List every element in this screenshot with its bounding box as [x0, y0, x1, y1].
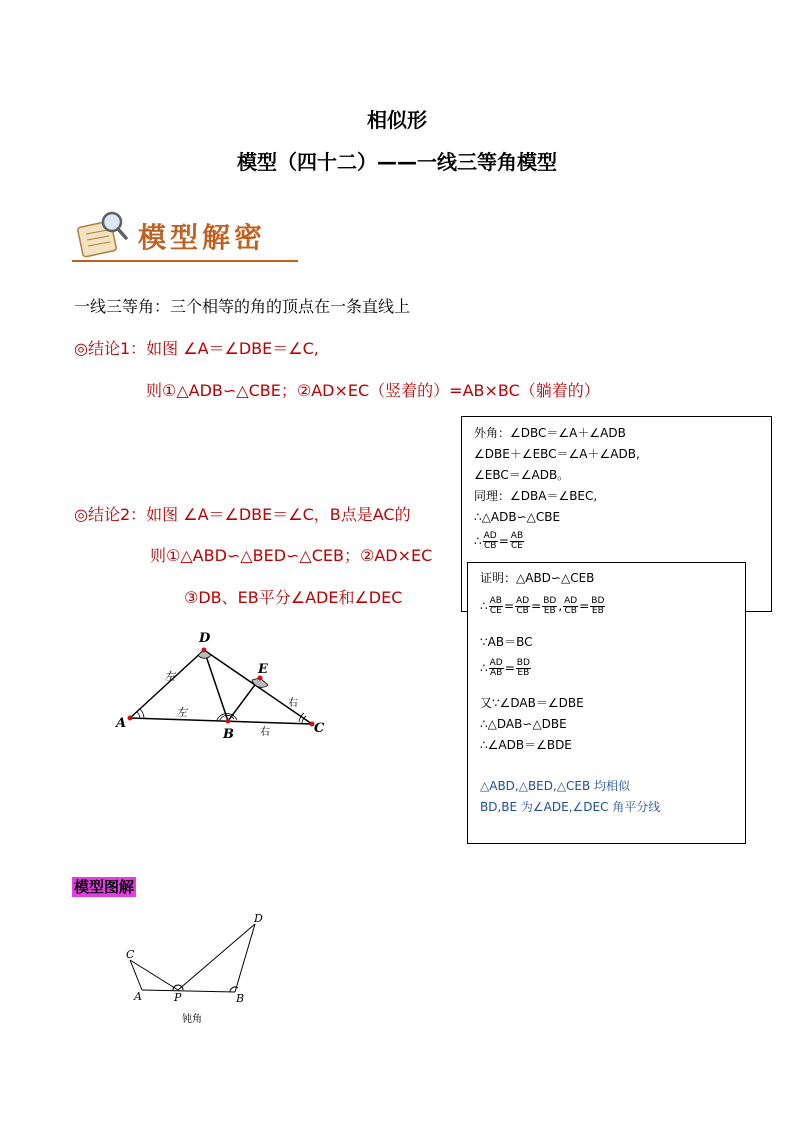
label-B2: B: [236, 992, 245, 1005]
figure-obtuse-angle: [120, 908, 280, 1032]
section-banner: [72, 206, 298, 264]
figure2-lines: [130, 924, 255, 992]
vertex-points: [128, 648, 315, 727]
label-A: A: [116, 716, 127, 731]
box2-line8: △ABD,△BED,△CEB 均相似: [480, 779, 631, 793]
conclusion2-line2: 则①△ABD∽△BED∽△CEB；②AD×EC: [150, 546, 433, 565]
box1-line2: ∠DBE＋∠EBC＝∠A＋∠ADB,: [474, 447, 640, 461]
box1-line4: 同理：∠DBA＝∠BEC,: [474, 489, 598, 503]
box2-line4: ∴ $\frac{AD}{AB}$ = $\frac{BD}{EB}$: [480, 658, 530, 678]
box1-line5: ∴△ADB∽△CBE: [474, 510, 561, 524]
box2-line1: 证明：△ABD∽△CEB: [480, 571, 595, 585]
fraction: $\frac{AD}{CB}$: [564, 596, 578, 616]
label-D: D: [199, 631, 211, 646]
angle-marks: [137, 650, 306, 723]
conclusion2-line1: ◎结论2：如图 ∠A＝∠DBE＝∠C，B点是AC的: [74, 505, 411, 524]
label-left-upper: 左: [164, 670, 175, 683]
label-P2: P: [174, 991, 182, 1004]
page-subtitle: 模型（四十二）——一线三等角模型: [237, 150, 557, 174]
conclusion2-line3: ③DB、EB平分∠ADE和∠DEC: [184, 588, 403, 607]
page-title: 相似形: [367, 108, 427, 132]
box2-line2: ∴ $\frac{AB}{CE}$ = $\frac{AD}{CB}$ = $\frac{BD}{EB}$ , $\frac{AD}{CB}$ = $\frac{BD}{EB}$: [480, 596, 605, 616]
banner-underline: [72, 260, 298, 262]
label-C: C: [314, 721, 325, 736]
box2-line7: ∴∠ADB＝∠BDE: [480, 738, 572, 752]
banner-text: 模型解密: [138, 221, 267, 254]
fraction: $\frac{AD}{CB}$: [483, 531, 497, 551]
definition-text: 一线三等角：三个相等的角的顶点在一条直线上: [74, 297, 411, 316]
label-right-lower: 右: [260, 727, 270, 738]
conclusion1-line1: ◎结论1：如图 ∠A＝∠DBE＝∠C,: [74, 339, 319, 358]
equals-sign: =: [498, 534, 509, 548]
label-left-lower: 左: [176, 706, 187, 719]
section-tag-text: 模型图解: [74, 878, 135, 896]
box2-line6: ∴△DAB∽△DBE: [480, 717, 567, 731]
therefore-symbol: ∴: [474, 534, 482, 548]
fraction: $\frac{AB}{CE}$: [510, 531, 524, 551]
fraction: $\frac{AB}{CE}$: [489, 596, 502, 616]
fraction: $\frac{BD}{EB}$: [516, 658, 530, 678]
fraction: $\frac{BD}{EB}$: [591, 596, 605, 616]
therefore-symbol: ∴: [480, 599, 488, 613]
label-right-upper: 右: [288, 698, 298, 709]
label-B: B: [223, 727, 234, 742]
notebook-magnifier-icon: [72, 206, 132, 262]
figure2-caption: 钝角: [182, 1014, 202, 1025]
fraction: $\frac{AD}{CB}$: [516, 596, 530, 616]
box1-line1: 外角：∠DBC＝∠A＋∠ADB: [474, 426, 626, 440]
label-D2: D: [254, 912, 263, 925]
box1-line3: ∠EBC＝∠ADB。: [474, 468, 570, 482]
fraction: $\frac{AD}{AB}$: [489, 658, 503, 678]
section-tag: [72, 876, 136, 897]
figure-one-line-three-angles: [110, 628, 340, 744]
label-C2: C: [126, 948, 135, 961]
box2-line3: ∵AB＝BC: [480, 635, 533, 649]
therefore-symbol: ∴: [480, 661, 488, 675]
conclusion1-line2: 则①△ADB∽△CBE；②AD×EC（竖着的）=AB×BC（躺着的）: [146, 381, 600, 400]
box2-line5: 又∵∠DAB＝∠DBE: [480, 696, 584, 710]
fraction: $\frac{BD}{EB}$: [543, 596, 557, 616]
label-A2: A: [134, 990, 142, 1003]
box2-line9: BD,BE 为∠ADE,∠DEC 角平分线: [480, 800, 661, 814]
box1-line6: [474, 531, 525, 551]
proof-box-2: [467, 562, 746, 844]
label-E: E: [258, 662, 268, 677]
figure1-lines: [130, 650, 312, 724]
